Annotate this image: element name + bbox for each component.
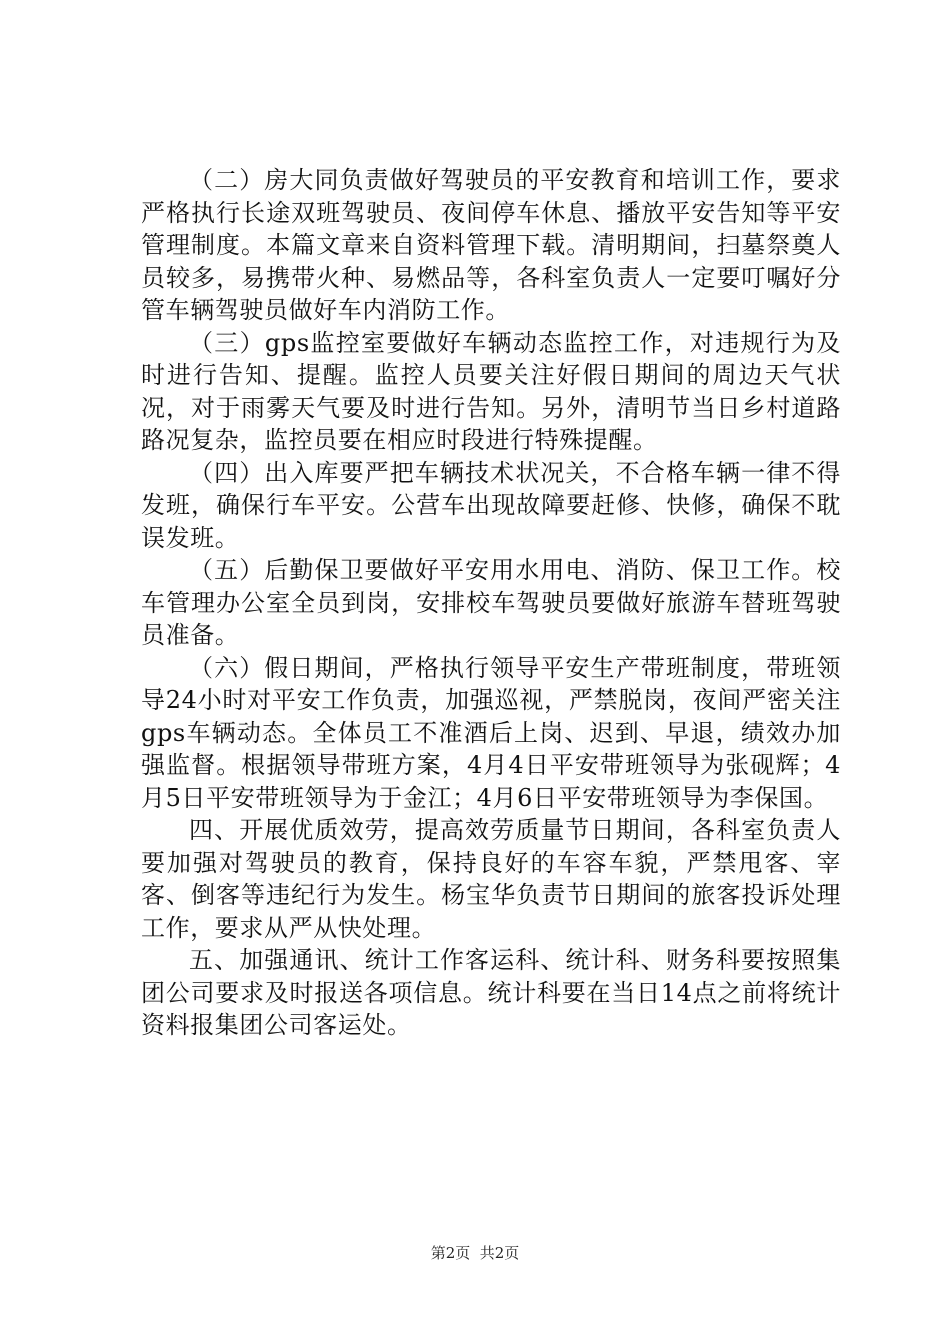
paragraph-section-4: （四）出入库要严把车辆技术状况关，不合格车辆一律不得发班，确保行车平安。公营车出现故障要赶修、快修，确保不耽误发班。	[141, 458, 841, 552]
page-number-label: 第2页 共2页	[430, 1244, 520, 1262]
paragraph-section-2: （二）房大同负责做好驾驶员的平安教育和培训工作，要求严格执行长途双班驾驶员、夜间停车休息、播放平安告知等平安管理制度。本篇文章来自资料管理下载。清明期间，扫墓祭奠人员较多，易携带火种、易燃品等，各科室负责人一定要叮嘱好分管车辆驾驶员做好车内消防工作。	[141, 166, 841, 324]
paragraph-communication-statistics: 五、加强通讯、统计工作客运科、统计科、财务科要按照集团公司要求及时报送各项信息。统计科要在当日14点之前将统计资料报集团公司客运处。	[141, 946, 841, 1039]
paragraph-section-5: （五）后勤保卫要做好平安用水用电、消防、保卫工作。校车管理办公室全员到岗，安排校车驾驶员要做好旅游车替班驾驶员准备。	[141, 556, 841, 649]
paragraph-quality-service: 四、开展优质效劳，提高效劳质量节日期间，各科室负责人要加强对驾驶员的教育，保持良好的车容车貌，严禁甩客、宰客、倒客等违纪行为发生。杨宝华负责节日期间的旅客投诉处理工作，要求从严从快处理。	[141, 816, 841, 942]
paragraph-section-6: （六）假日期间，严格执行领导平安生产带班制度，带班领导24小时对平安工作负责，加强巡视，严禁脱岗，夜间严密关注gps车辆动态。全体员工不准酒后上岗、迟到、早退，绩效办加强监督。根据领导带班方案，4月4日平安带班领导为张砚辉；4月5日平安带班领导为于金江；4月6日平安带班领导为李保国。	[141, 653, 841, 812]
paragraph-section-3: （三）gps监控室要做好车辆动态监控工作，对违规行为及时进行告知、提醒。监控人员要关注好假日期间的周边天气状况，对于雨雾天气要及时进行告知。另外，清明节当日乡村道路路况复杂，监控员要在相应时段进行特殊提醒。	[141, 328, 841, 454]
page-footer	[0, 1243, 950, 1263]
document-body	[141, 164, 841, 1042]
